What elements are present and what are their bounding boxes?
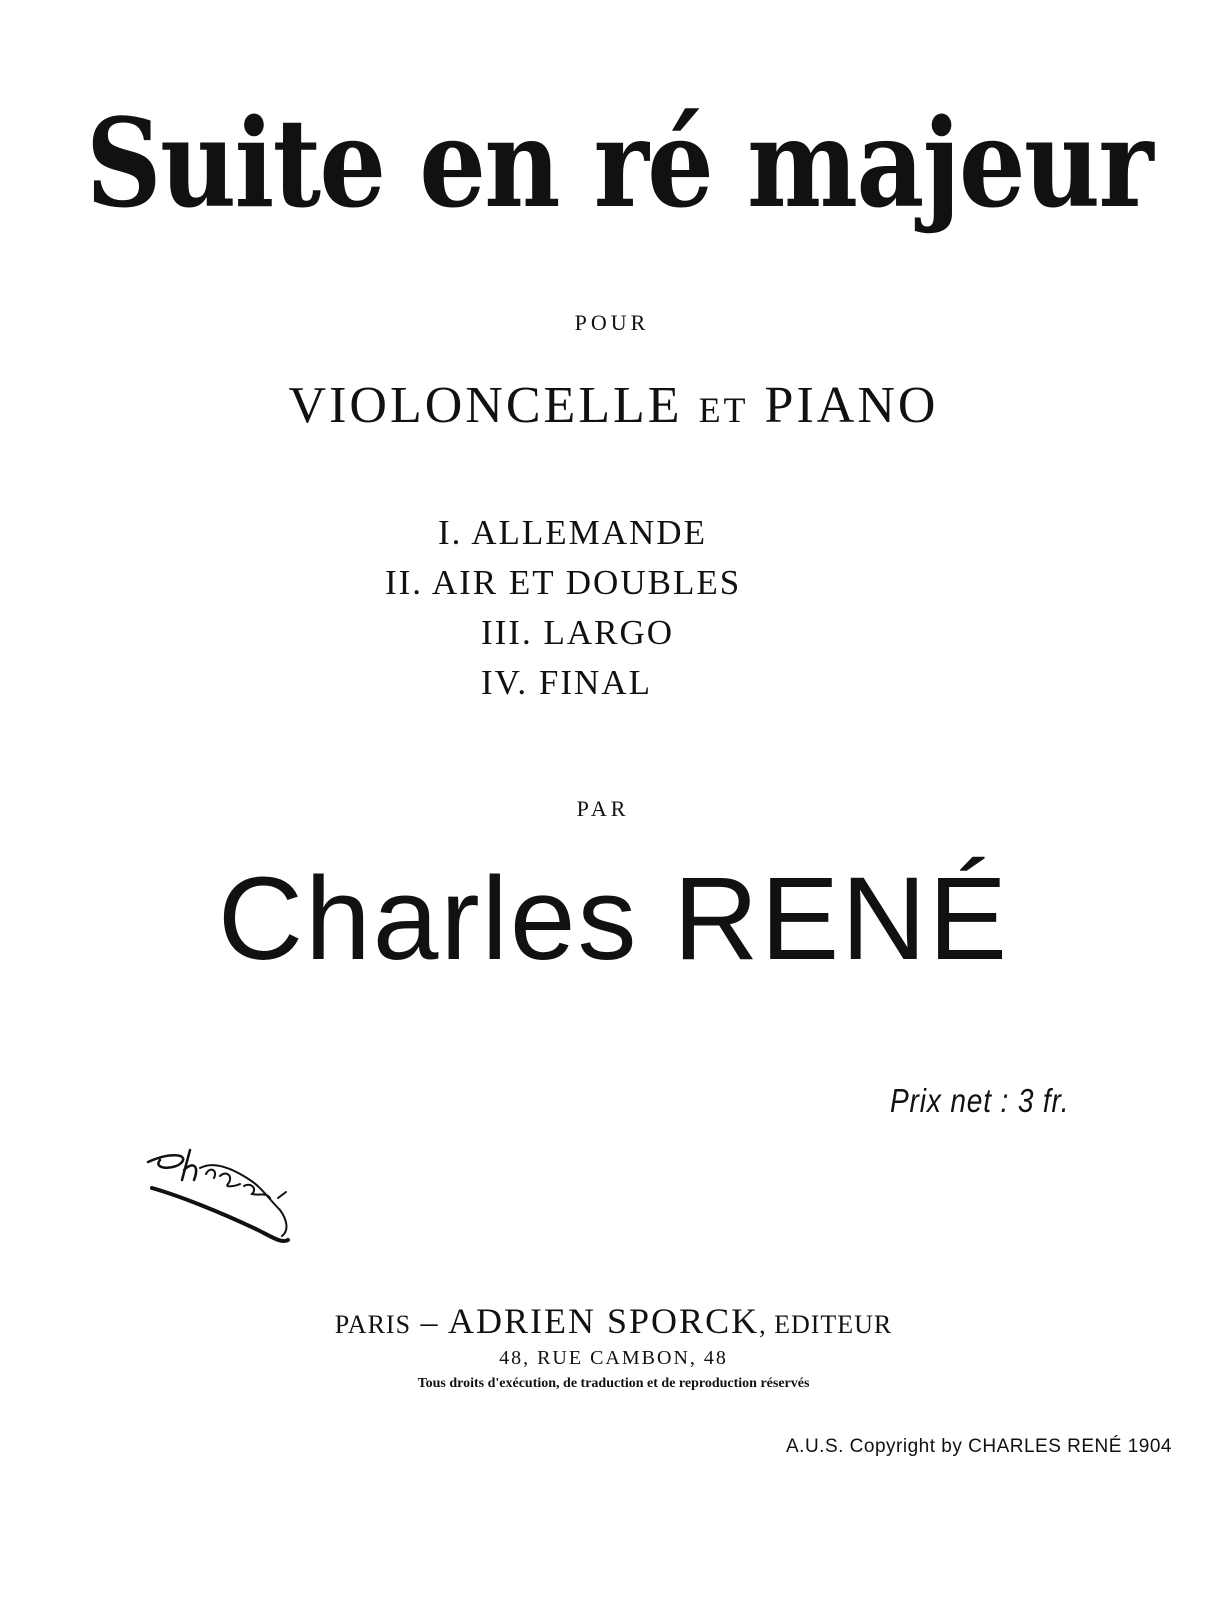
instrument-joiner: ET [698,390,749,430]
copyright-notice: A.U.S. Copyright by CHARLES RENÉ 1904 [786,1436,1172,1457]
publisher-line [0,1303,1227,1340]
movement-item: II. AIR ET DOUBLES [385,563,742,602]
composer-name: Charles RENÉ [217,853,1010,985]
instrument-piano: PIANO [764,377,939,434]
publisher-role: , EDITEUR [759,1310,893,1339]
movement-item: III. LARGO [481,613,675,652]
instrument-cello: VIOLONCELLE [288,377,683,434]
movement-item: I. ALLEMANDE [438,513,707,552]
instruments-line [0,377,1227,434]
movement-item: IV. FINAL [481,663,652,702]
publisher-address: 48, RUE CAMBON, 48 [499,1347,728,1369]
title: Suite en ré majeur [85,91,1152,235]
par-label: PAR [576,796,630,821]
publisher-dash: – [420,1304,439,1341]
rights-notice: Tous droits d'exécution, de traduction et de reproduction réservés [417,1376,810,1391]
movement-list [385,508,845,708]
pour-label: POUR [574,310,650,335]
publisher-city: PARIS [334,1310,412,1339]
price-label: Prix net : 3 fr. [890,1082,1070,1119]
signature-image [140,1140,300,1260]
publisher-name: ADRIEN SPORCK [448,1301,760,1341]
